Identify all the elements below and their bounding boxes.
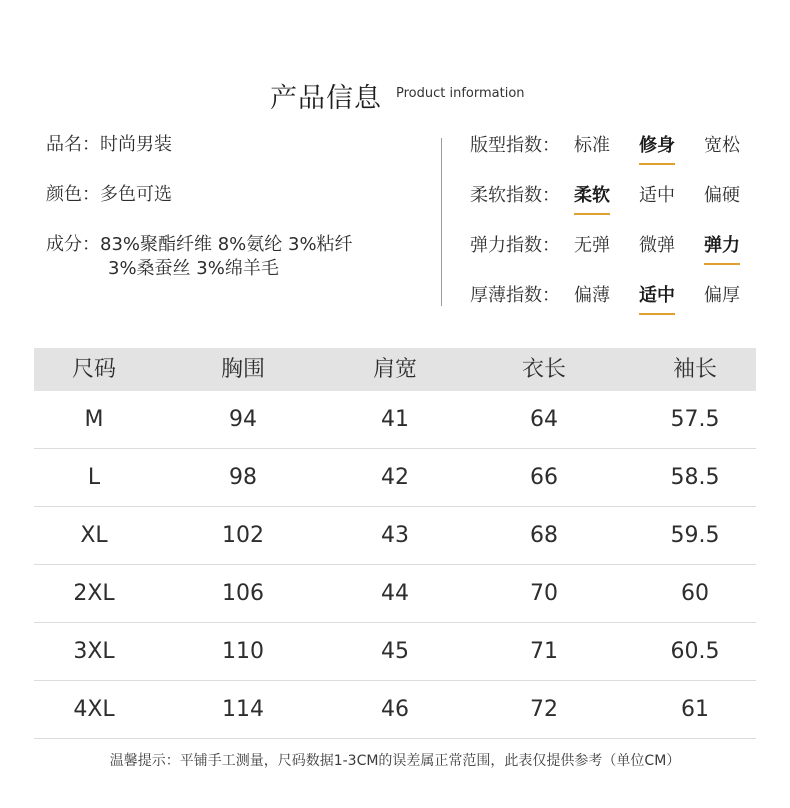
- index-label: 版型指数：: [470, 135, 560, 156]
- table-cell: 66: [530, 465, 558, 490]
- product-composition-cont: 3%桑蚕丝 3%绵羊毛: [108, 258, 279, 279]
- table-cell: 71: [530, 639, 558, 664]
- table-cell: 61: [681, 697, 709, 722]
- product-color: 颜色：多色可选: [46, 184, 172, 205]
- table-cell: 45: [381, 639, 409, 664]
- fit-index-row: [470, 132, 770, 172]
- table-row: [34, 391, 756, 449]
- table-cell: 64: [530, 407, 558, 432]
- index-label: 弹力指数：: [470, 235, 560, 256]
- table-header: [34, 348, 756, 391]
- table-cell: 114: [222, 697, 264, 722]
- index-option: 偏薄: [574, 285, 610, 306]
- index-option: 微弹: [639, 235, 675, 256]
- product-composition: 成分：83%聚酯纤维 8%氨纶 3%粘纤: [46, 234, 353, 255]
- softness-index-row: [470, 182, 770, 222]
- thickness-index-row: [470, 282, 770, 322]
- size-chart-table: [34, 348, 756, 739]
- table-cell: 41: [381, 407, 409, 432]
- index-option: 适中: [639, 185, 675, 206]
- table-row: [34, 565, 756, 623]
- header-sleeve: 袖长: [672, 357, 717, 382]
- measurement-note: 温馨提示：平铺手工测量，尺码数据1-3CM的误差属正常范围，此表仅提供参考（单位CM）: [109, 753, 681, 769]
- table-cell: 59.5: [670, 523, 720, 548]
- table-cell: 42: [381, 465, 409, 490]
- table-cell: 70: [530, 581, 558, 606]
- table-cell: 4XL: [73, 697, 115, 722]
- index-option: 偏硬: [704, 185, 740, 206]
- table-cell: 72: [530, 697, 558, 722]
- table-cell: 3XL: [73, 639, 115, 664]
- table-cell: XL: [80, 523, 108, 548]
- elasticity-index-row: [470, 232, 770, 272]
- table-cell: 68: [530, 523, 558, 548]
- table-cell: 60: [681, 581, 709, 606]
- index-option: 宽松: [704, 135, 740, 156]
- table-cell: 57.5: [670, 407, 720, 432]
- index-label: 柔软指数：: [470, 185, 560, 206]
- table-cell: L: [87, 465, 101, 490]
- table-row: [34, 681, 756, 739]
- table-cell: M: [84, 407, 104, 432]
- index-option: 弹力: [704, 232, 740, 260]
- section-title: [0, 72, 790, 112]
- header-length: 衣长: [521, 357, 566, 382]
- table-cell: 94: [229, 407, 257, 432]
- index-option: 无弹: [574, 235, 610, 256]
- table-cell: 46: [381, 697, 409, 722]
- index-option: 修身: [639, 132, 675, 160]
- table-cell: 102: [222, 523, 264, 548]
- index-label: 厚薄指数：: [470, 285, 560, 306]
- table-cell: 44: [381, 581, 409, 606]
- vertical-divider: [441, 138, 442, 306]
- index-option: 柔软: [574, 182, 610, 210]
- index-option: 偏厚: [704, 285, 740, 306]
- table-cell: 60.5: [670, 639, 720, 664]
- header-chest: 胸围: [220, 357, 265, 382]
- header-shoulder: 肩宽: [372, 357, 417, 382]
- table-cell: 110: [222, 639, 264, 664]
- product-name: 品名：时尚男装: [46, 134, 172, 155]
- table-row: [34, 623, 756, 681]
- table-cell: 98: [229, 465, 257, 490]
- header-size: 尺码: [71, 357, 116, 382]
- table-cell: 106: [222, 581, 264, 606]
- table-cell: 58.5: [670, 465, 720, 490]
- index-option: 适中: [639, 282, 675, 310]
- title-chinese: 产品信息: [270, 83, 382, 114]
- table-cell: 43: [381, 523, 409, 548]
- table-cell: 2XL: [73, 581, 115, 606]
- title-english: Product information: [396, 86, 525, 101]
- table-row: [34, 449, 756, 507]
- table-row: [34, 507, 756, 565]
- index-option: 标准: [574, 135, 610, 156]
